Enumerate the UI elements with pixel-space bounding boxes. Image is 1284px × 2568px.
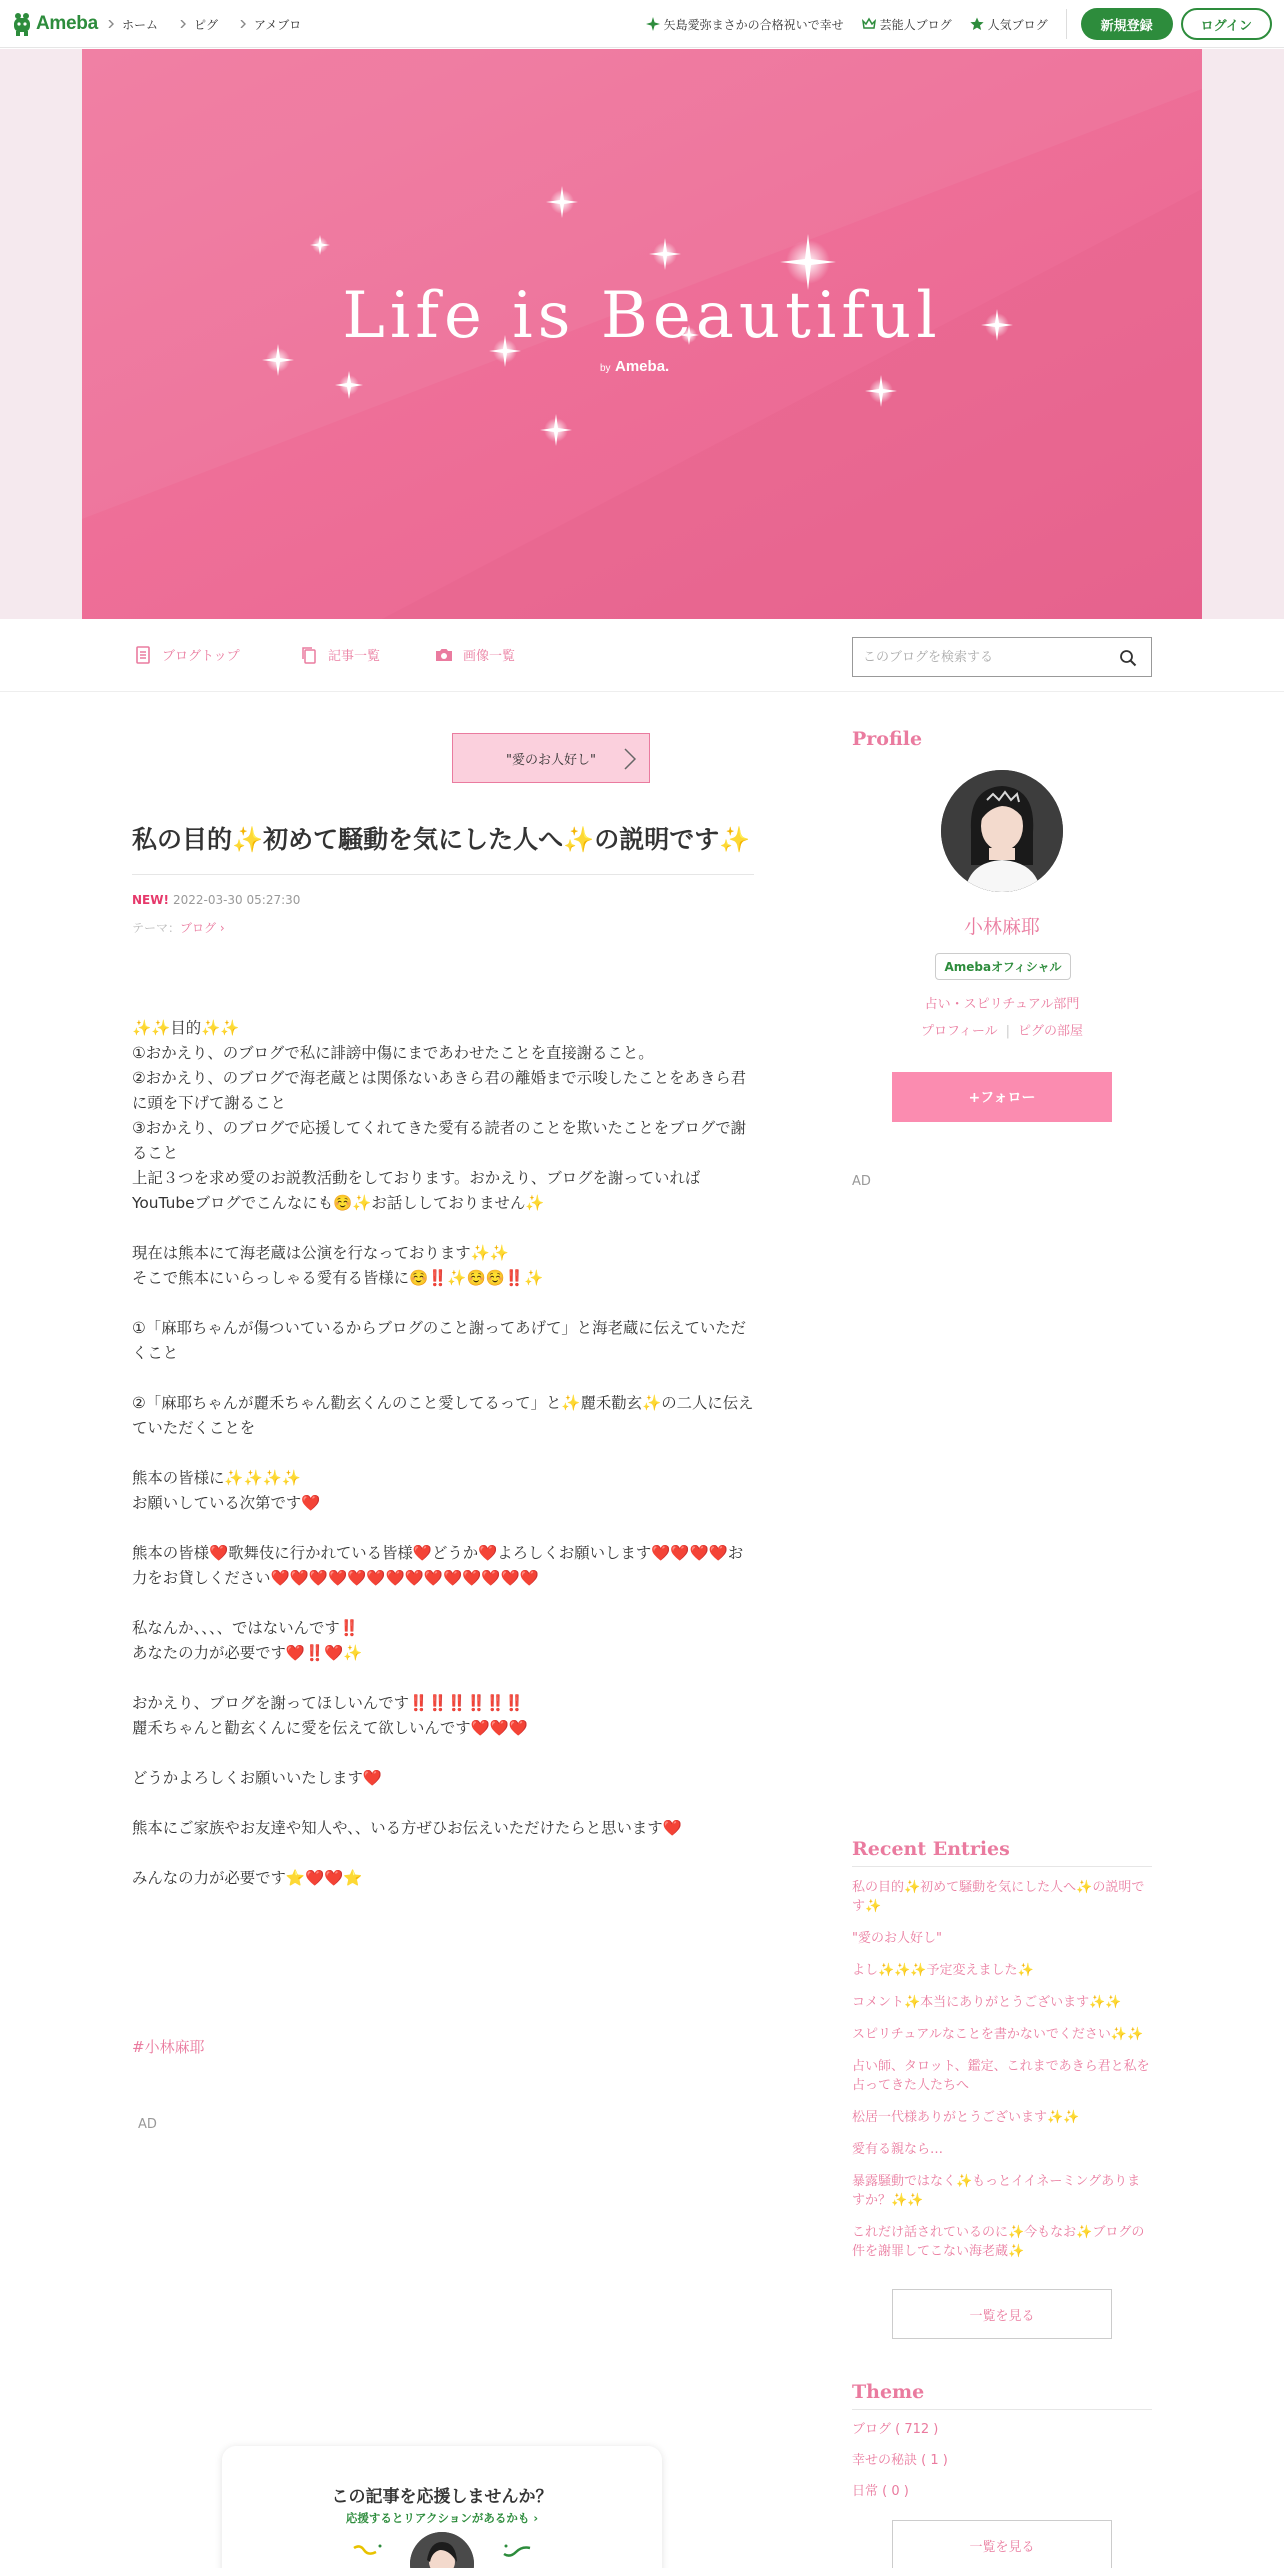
ameba-mascot-icon [12,11,32,37]
document-icon [134,646,152,664]
entry-theme [132,919,225,936]
nav-home-label: ホーム [122,17,159,32]
body-paragraph [132,1366,754,1391]
body-paragraph: 私なんか、、、、ではないんです‼️ [132,1619,359,1637]
hashtag-link[interactable]: #小林麻耶 [132,2038,205,2056]
body-paragraph: 麗禾ちゃんと勸玄くんに愛を伝えて欲しいんです❤️❤️❤️ [132,1719,529,1737]
entry-list-link[interactable] [300,645,380,664]
avatar-image [410,2532,474,2568]
nav-ameblo[interactable] [240,16,301,33]
body-paragraph: 熊本にご家族やお友達や知人や、、いる方ぜひお伝えいただけたらと思います❤️ [132,1819,682,1837]
theme-list [852,2420,1152,2513]
body-paragraph [132,1841,754,1866]
pigg-room-link[interactable]: ピグの部屋 [1018,1024,1084,1039]
theme-more-button[interactable]: 一覧を見る [892,2520,1112,2568]
body-paragraph [132,1291,754,1316]
body-paragraph [132,1591,754,1616]
entry-meta [132,893,300,907]
profile-category[interactable]: 占い・スピリチュアル部門 [924,997,1080,1012]
sparkle-icon [646,17,660,31]
recent-entry-link[interactable]: 愛有る親なら… [852,2142,944,2157]
recent-entry-link[interactable]: "愛のお人好し" [852,1931,942,1946]
squiggle-decoration [502,2542,532,2562]
support-card[interactable] [222,2446,662,2568]
body-paragraph [132,1666,754,1691]
recent-entry-link[interactable]: よし✨✨✨予定変えました✨ [852,1963,1034,1978]
crown-icon [862,17,876,31]
recent-entry-link[interactable]: 暴露騒動ではなく✨もっとイイネーミングありますか？✨✨ [852,2174,1141,2208]
blog-nav [0,620,1284,692]
entry-datetime: 2022-03-30 05:27:30 [172,893,301,907]
body-paragraph: ②おかえり、のブログで海老蔵とは関係ないあきら君の離婚まで示唆したことをあきら君に頭を下げて謝ること [132,1069,747,1112]
link-divider: | [1005,1024,1011,1039]
body-paragraph: お願いしている次第です❤️ [132,1494,321,1512]
popular-blog-link[interactable] [970,16,1048,33]
global-header [0,0,1284,48]
recent-entry-link[interactable]: 松居一代様ありがとうございます✨✨ [852,2110,1080,2125]
ameba-logo[interactable] [12,10,98,38]
blog-search [852,637,1152,677]
byline-by: by [600,363,611,374]
body-paragraph: ①「麻耶ちゃんが傷ついているからブログのこと謝ってあげて」と海老蔵に伝えていただくこと [132,1319,747,1362]
support-avatar [410,2532,474,2568]
entry-title[interactable]: 私の目的✨初めて騒動を気にした人へ✨の説明です✨ [132,822,754,875]
profile-avatar[interactable] [941,770,1063,892]
global-nav [108,0,301,48]
body-paragraph: あなたの力が必要です❤️‼️❤️✨ [132,1644,363,1662]
next-entry-label: "愛のお人好し" [506,752,596,768]
blog-top-label: ブログトップ [162,649,240,664]
login-button[interactable]: ログイン [1181,8,1272,40]
ad-label: AD [138,2117,157,2132]
body-paragraph [132,1216,754,1241]
recent-entries-heading: Recent Entries [852,1838,1152,1867]
chevron-right-icon [180,20,186,28]
header-right [646,0,1272,48]
theme-link[interactable]: 幸せの秘訣 ( 1 ) [852,2453,948,2468]
body-paragraph: 現在は熊本にて海老蔵は公演を行なっております✨✨ [132,1244,509,1262]
recent-more-button[interactable]: 一覧を見る [892,2289,1112,2339]
body-paragraph: ✨✨目的✨✨ [132,1019,240,1037]
body-paragraph: 上記３つを求め愛のお説教活動をしております。おかえり、ブログを謝っていればYouTubeブログでこんなにも☺️✨お話ししておりません✨ [132,1169,701,1212]
trending-link-label: 矢島愛弥まさかの合格祝いで幸せ [663,17,844,32]
nav-ameblo-label: アメブロ [254,17,302,32]
blog-search-input[interactable] [863,647,1103,667]
recent-entry-link[interactable]: これだけ話されているのに✨今もなお✨ブログの件を謝罪してこない海老蔵✨ [852,2225,1145,2259]
body-paragraph: どうかよろしくお願いいたします❤️ [132,1769,383,1787]
theme-link[interactable]: 日常 ( 0 ) [852,2484,909,2499]
body-paragraph: そこで熊本にいらっしゃる愛有る皆様に☺️‼️✨☺️☺️‼️✨ [132,1269,544,1287]
avatar-image [941,770,1063,892]
profile-name[interactable]: 小林麻耶 [963,916,1040,938]
byline-brand: Ameba. [615,358,670,375]
body-paragraph [132,1791,754,1816]
profile-links [852,1020,1152,1039]
entry-body [132,1016,754,1891]
copy-icon [300,646,318,664]
logo-text: Ameba [36,13,98,34]
blog-title: Life is Beautiful [342,279,942,353]
blog-header-image[interactable] [82,49,1202,619]
celebrity-blog-link[interactable] [862,16,952,33]
entry-list-label: 記事一覧 [328,649,381,664]
recent-entry-link[interactable]: スピリチュアルなことを書かないでください✨✨ [852,2027,1144,2042]
chevron-right-icon: › [216,921,225,935]
sidebar-ad-label: AD [852,1174,871,1189]
follow-button[interactable]: +フォロー [892,1072,1112,1122]
body-paragraph [132,1741,754,1766]
image-list-link[interactable] [435,645,515,664]
nav-pigg-label: ピグ [194,17,219,32]
blog-top-link[interactable] [134,645,240,664]
entry-theme-link[interactable]: ブログ [180,921,217,935]
chevron-right-icon [240,20,246,28]
body-paragraph: ①おかえり、のブログで私に誹謗中傷にまであわせたことを直接謝ること。 [132,1044,654,1062]
nav-pigg[interactable] [180,16,218,33]
camera-icon [435,646,453,664]
support-title: この記事を応援しませんか？ [331,2487,553,2507]
body-paragraph [132,1441,754,1466]
blog-byline [600,358,669,376]
body-paragraph: みんなの力が必要です⭐️❤️❤️⭐️ [132,1869,363,1887]
profile-heading: Profile [852,728,923,750]
body-paragraph [132,1516,754,1541]
theme-heading: Theme [852,2381,1152,2410]
body-paragraph: おかえり、ブログを謝ってほしいんです‼️‼️‼️‼️‼️‼️ [132,1694,525,1712]
next-entry-button[interactable] [452,733,650,783]
recent-entries-list [852,1878,1152,2274]
body-paragraph: 熊本の皆様に✨✨✨✨ [132,1469,301,1487]
recent-entry-link[interactable]: 私の目的✨初めて騒動を気にした人へ✨の説明です✨ [852,1880,1145,1914]
chevron-right-icon [623,748,637,770]
entry-theme-label: テーマ： [132,921,181,935]
trending-link[interactable] [646,16,844,33]
body-paragraph: ③おかえり、のブログで応援してくれてきた愛有る読者のことを欺いたことをブログで謝ること [132,1119,747,1162]
profile-link[interactable]: プロフィール [920,1024,998,1039]
chevron-right-icon [108,20,114,28]
popular-blog-label: 人気ブログ [987,17,1048,32]
search-icon[interactable] [1119,649,1137,667]
theme-link[interactable]: ブログ ( 712 ) [852,2422,939,2437]
body-paragraph: ②「麻耶ちゃんが麗禾ちゃん勸玄くんのこと愛してるって」と✨麗禾勸玄✨の二人に伝えていただくことを [132,1394,754,1437]
new-badge: NEW! [132,893,169,907]
star-icon [970,17,984,31]
nav-home[interactable] [108,16,158,33]
body-paragraph: 熊本の皆様❤️歌舞伎に行かれている皆様❤️どうか❤️よろしくお願いします❤️❤️❤️❤️お力をお貸しください❤️❤️❤️❤️❤️❤️❤️❤️❤️❤️❤️❤️❤️❤️ [132,1544,744,1587]
support-subtitle[interactable]: 応援するとリアクションがあるかも › [345,2511,539,2525]
recent-entry-link[interactable]: 占い師、タロット、鑑定、これまであきら君と私を占ってきた人たちへ [852,2059,1150,2093]
register-button[interactable]: 新規登録 [1081,8,1173,40]
celebrity-blog-label: 芸能人ブログ [879,17,952,32]
recent-entry-link[interactable]: コメント✨本当にありがとうございます✨✨ [852,1995,1122,2010]
image-list-label: 画像一覧 [463,649,516,664]
official-badge: Amebaオフィシャル [935,953,1071,980]
squiggle-decoration [352,2542,382,2562]
header-divider [1066,9,1067,39]
